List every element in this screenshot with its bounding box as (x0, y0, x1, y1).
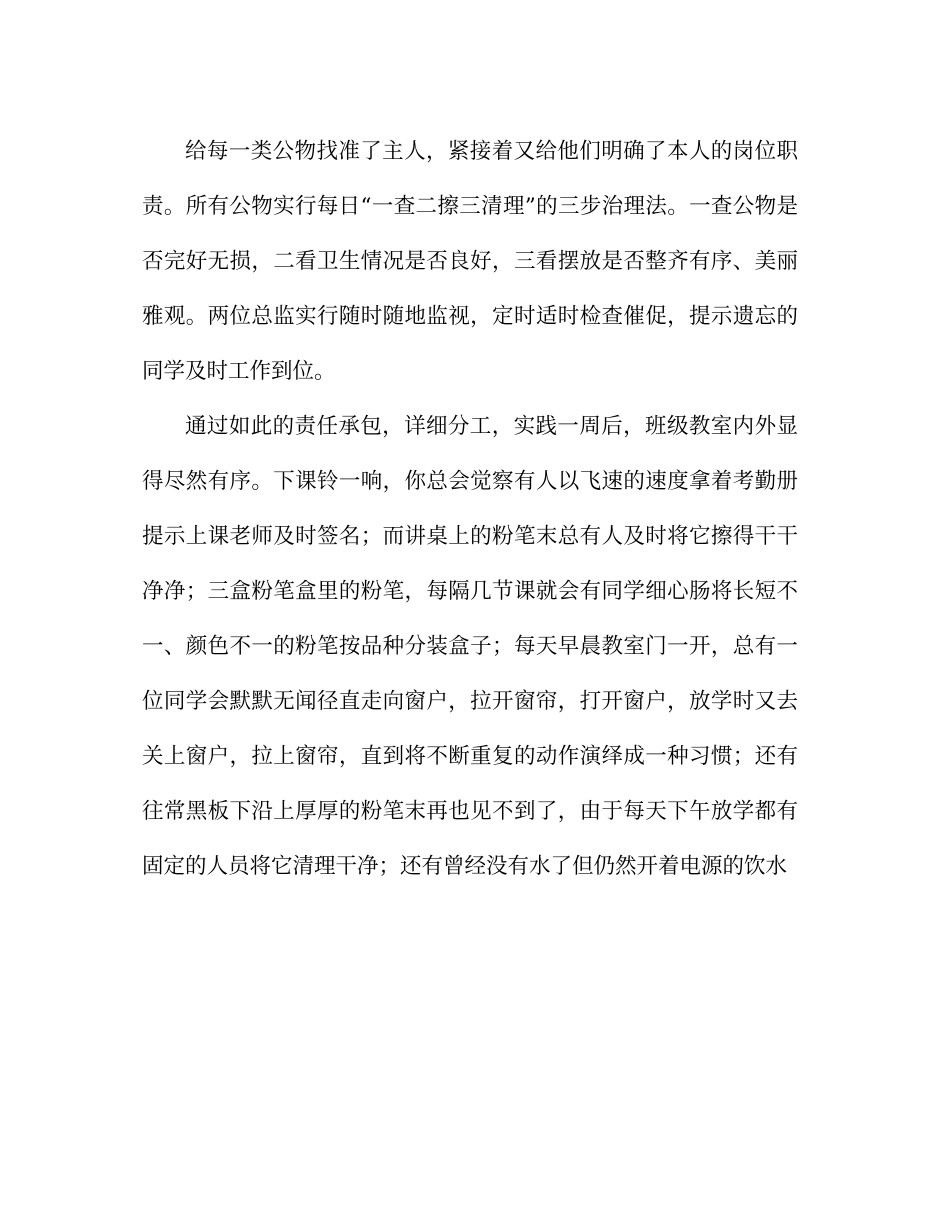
document-body (142, 124, 798, 894)
paragraph-public-property-duties: 给每一类公物找准了主人，紧接着又给他们明确了本人的岗位职责。所有公物实行每日“一查二擦三清理”的三步治理法。一查公物是否完好无损，二看卫生情况是否良好，三看摆放是否整齐有序、美丽雅观。两位总监实行随时随地监视，定时适时检查催促，提示遗忘的同学及时工作到位。 (142, 139, 798, 384)
paragraph-classroom-order: 通过如此的责任承包，详细分工，实践一周后，班级教室内外显得尽然有序。下课铃一响，你总会觉察有人以飞速的速度拿着考勤册提示上课老师及时签名；而讲桌上的粉笔末总有人及时将它擦得干干净净；三盒粉笔盒里的粉笔，每隔几节课就会有同学细心肠将长短不一、颜色不一的粉笔按品种分装盒子；每天早晨教室门一开，总有一位同学会默默无闻径直走向窗户，拉开窗帘，打开窗户，放学时又去关上窗户，拉上窗帘，直到将不断重复的动作演绎成一种习惯；还有往常黑板下沿上厚厚的粉笔末再也见不到了，由于每天下午放学都有固定的人员将它清理干净；还有曾经没有水了但仍然开着电源的饮水 (142, 414, 798, 879)
